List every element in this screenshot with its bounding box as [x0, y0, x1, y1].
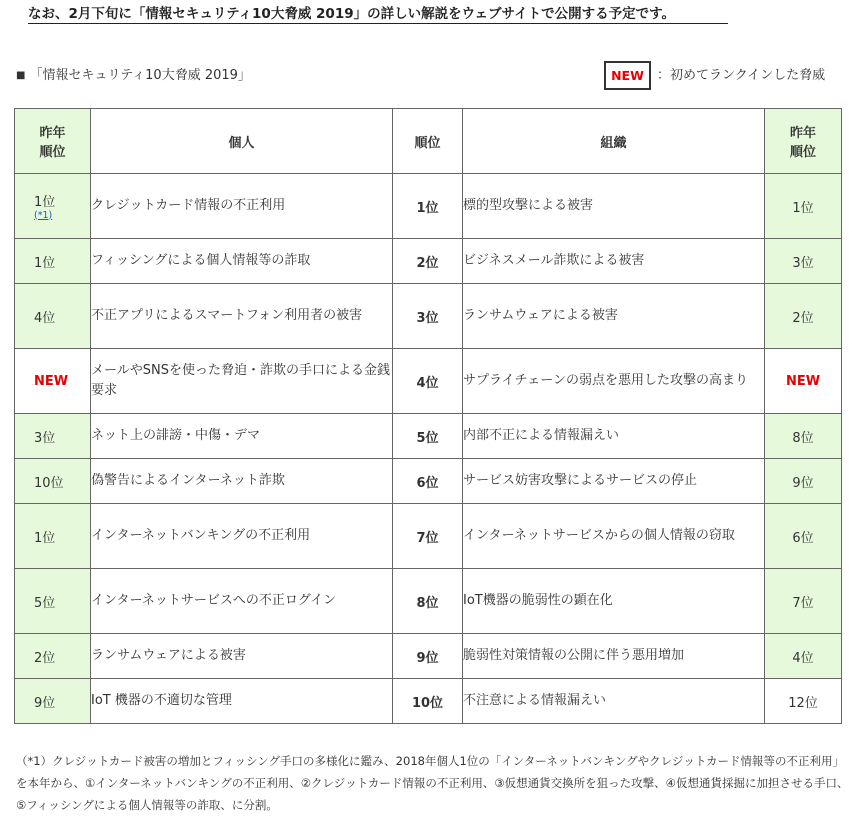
organization-threat: インターネットサービスからの個人情報の窃取	[463, 504, 765, 569]
rank: 8位	[393, 569, 463, 634]
rank: 3位	[393, 284, 463, 349]
legend-text: ：初めてランクインした脅威	[657, 68, 826, 83]
table-row	[15, 634, 842, 679]
personal-threat: IoT 機器の不適切な管理	[91, 679, 393, 724]
rank: 4位	[393, 349, 463, 414]
prev-rank-org: 1位	[765, 174, 842, 239]
section-title-text: 「情報セキュリティ10大脅威 2019」	[29, 68, 251, 83]
rank: 10位	[393, 679, 463, 724]
header-organization: 組織	[463, 109, 765, 174]
organization-threat: ビジネスメール詐欺による被害	[463, 239, 765, 284]
table-row	[15, 414, 842, 459]
prev-rank-personal: 3位	[15, 414, 91, 459]
section-title	[16, 64, 251, 83]
personal-threat: 不正アプリによるスマートフォン利用者の被害	[91, 284, 393, 349]
table-row	[15, 459, 842, 504]
header-row	[15, 109, 842, 174]
prev-rank-org-new: NEW	[765, 349, 842, 414]
prev-rank-personal: 4位	[15, 284, 91, 349]
table-row	[15, 569, 842, 634]
footnote: （*1）クレジットカード被害の増加とフィッシング手口の多様化に鑑み、2018年個人1位の「インターネットバンキングやクレジットカード情報等の不正利用」を本年から、①インターネットバンキングの不正利用、②クレジットカード情報の不正利用、③仮想通貨交換所を狙った攻撃、④仮想通貨採掘に加担させる手口、⑤フィッシングによる個人情報等の詐取、に分割。	[16, 754, 849, 812]
prev-rank-personal: 1位	[15, 504, 91, 569]
prev-rank-personal: 2位	[15, 634, 91, 679]
table-row	[15, 349, 842, 414]
header-prev-rank-org	[765, 109, 842, 174]
prev-rank-personal: 10位	[15, 459, 91, 504]
prev-rank-org: 7位	[765, 569, 842, 634]
organization-threat: 内部不正による情報漏えい	[463, 414, 765, 459]
personal-threat: 偽警告によるインターネット詐欺	[91, 459, 393, 504]
personal-threat: インターネットバンキングの不正利用	[91, 504, 393, 569]
header-prev-line2: 順位	[39, 145, 66, 160]
prev-rank-personal: 1位	[15, 239, 91, 284]
personal-threat: ネット上の誹謗・中傷・デマ	[91, 414, 393, 459]
prev-rank-org: 8位	[765, 414, 842, 459]
personal-threat: ランサムウェアによる被害	[91, 634, 393, 679]
header-rank: 順位	[393, 109, 463, 174]
prev-rank-org: 9位	[765, 459, 842, 504]
footnote-link[interactable]: (*1)	[34, 209, 53, 221]
organization-threat: IoT機器の脆弱性の顕在化	[463, 569, 765, 634]
prev-rank-org: 2位	[765, 284, 842, 349]
header-prev-line1: 昨年	[39, 126, 66, 141]
prev-rank-org: 4位	[765, 634, 842, 679]
table-row	[15, 504, 842, 569]
legend	[604, 61, 825, 94]
announcement: なお、2月下旬に「情報セキュリティ10大脅威 2019」の詳しい解説をウェブサイトで公開する予定です。	[28, 2, 728, 24]
rank: 7位	[393, 504, 463, 569]
table-row	[15, 284, 842, 349]
rank: 1位	[393, 174, 463, 239]
prev-rank-personal	[15, 174, 91, 239]
table-row	[15, 239, 842, 284]
prev-rank-org: 3位	[765, 239, 842, 284]
rank: 2位	[393, 239, 463, 284]
personal-threat: フィッシングによる個人情報等の詐取	[91, 239, 393, 284]
organization-threat: サプライチェーンの弱点を悪用した攻撃の高まり	[463, 349, 765, 414]
personal-threat: インターネットサービスへの不正ログイン	[91, 569, 393, 634]
personal-threat: メールやSNSを使った脅迫・詐欺の手口による金銭要求	[91, 349, 393, 414]
prev-rank-personal-new: NEW	[15, 349, 91, 414]
new-badge: NEW	[604, 61, 651, 90]
organization-threat: ランサムウェアによる被害	[463, 284, 765, 349]
table-row	[15, 679, 842, 724]
prev-rank-org: 6位	[765, 504, 842, 569]
rank: 5位	[393, 414, 463, 459]
ranking-table	[14, 108, 842, 724]
rank: 6位	[393, 459, 463, 504]
header-prev-rank-personal	[15, 109, 91, 174]
organization-threat: 標的型攻撃による被害	[463, 174, 765, 239]
personal-threat: クレジットカード情報の不正利用	[91, 174, 393, 239]
organization-threat: 脆弱性対策情報の公開に伴う悪用増加	[463, 634, 765, 679]
prev-rank-value: 1位	[34, 194, 56, 210]
table-row	[15, 174, 842, 239]
prev-rank-personal: 5位	[15, 569, 91, 634]
header-prev-line2: 順位	[789, 145, 816, 160]
header-personal: 個人	[91, 109, 393, 174]
header-prev-line1: 昨年	[789, 126, 816, 141]
organization-threat: サービス妨害攻撃によるサービスの停止	[463, 459, 765, 504]
rank: 9位	[393, 634, 463, 679]
prev-rank-org: 12位	[765, 679, 842, 724]
organization-threat: 不注意による情報漏えい	[463, 679, 765, 724]
square-bullet-icon: ■	[16, 70, 26, 81]
prev-rank-personal: 9位	[15, 679, 91, 724]
